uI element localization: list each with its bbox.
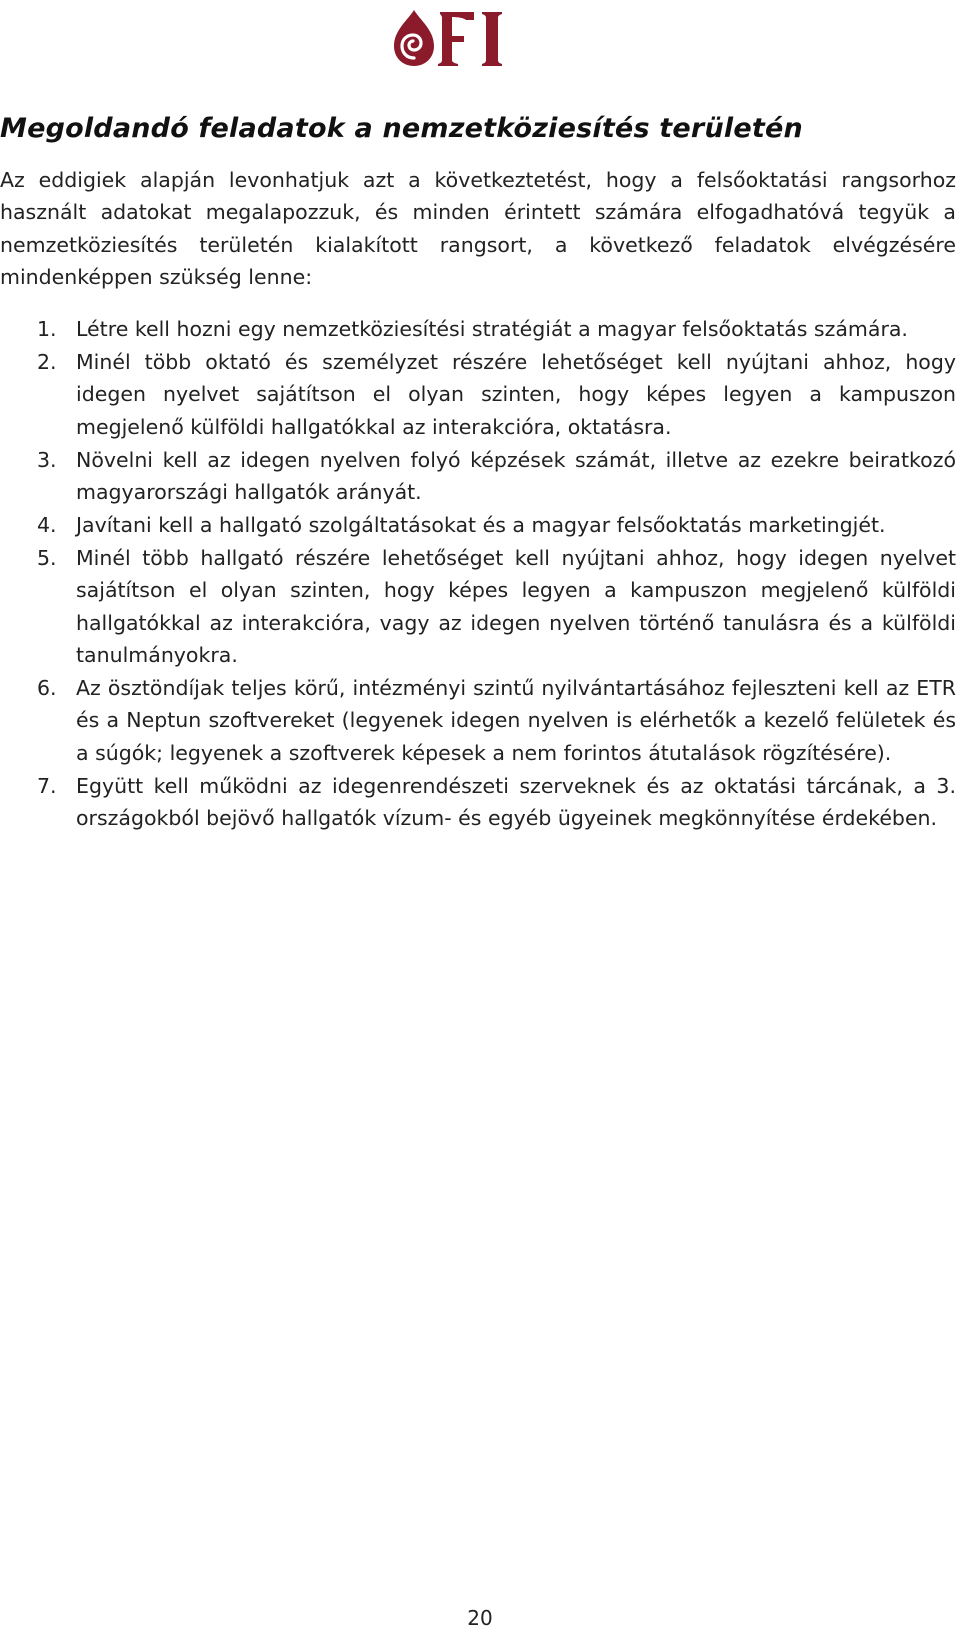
task-list: [0, 313, 956, 835]
list-item: [0, 444, 956, 509]
list-item: [0, 672, 956, 769]
list-item-number: 4.: [37, 512, 57, 537]
list-item: [0, 313, 956, 345]
list-item-number: 5.: [37, 545, 57, 570]
list-item-number: 1.: [37, 317, 57, 341]
list-item: [0, 509, 956, 541]
list-item-number: 6.: [37, 675, 57, 700]
list-item-text: Létre kell hozni egy nemzetköziesítési stratégiát a magyar felsőoktatás számára.: [76, 317, 908, 341]
list-item-text: Az ösztöndíjak teljes körű, intézményi szintű nyilvántartásához fejleszteni kell az ETR és a Neptun szoftvereket (legyenek idegen nyelven is elérhetők a kezelő felületek és a súgók; legyenek a szoftverek képesek a nem forintos átutalások rögzítésére).: [76, 675, 956, 765]
list-item: [0, 542, 956, 672]
list-item-text: Együtt kell működni az idegenrendészeti szerveknek és az oktatási tárcának, a 3. országokból bejövő hallgatók vízum- és egyéb ügyeinek megkönnyítése érdekében.: [76, 773, 956, 831]
list-item: [0, 346, 956, 443]
list-item-text: Minél több hallgató részére lehetőséget kell nyújtani ahhoz, hogy idegen nyelvet sajátítson el olyan szinten, hogy képes legyen a kampuszon megjelenő külföldi hallgatókkal az interakcióra, vagy az idegen nyelven történő tanulásra és a külföldi tanulmányokra.: [76, 545, 956, 668]
list-item-number: 2.: [37, 349, 57, 374]
list-item-text: Minél több oktató és személyzet részére lehetőséget kell nyújtani ahhoz, hogy idegen nyelvet sajátítson el olyan szinten, hogy képes legyen a kampuszon megjelenő külföldi hallgatókkal az interakcióra, oktatásra.: [76, 349, 956, 439]
list-item-text: Javítani kell a hallgató szolgáltatásokat és a magyar felsőoktatás marketingjét.: [76, 512, 886, 537]
list-item: [0, 770, 956, 835]
intro-paragraph: Az eddigiek alapján levonhatjuk azt a következtetést, hogy a felsőoktatási rangsorhoz használt adatokat megalapozzuk, és minden érintett számára elfogadhatóvá tegyük a nemzetköziesítés területén kialakított rangsort, a következő feladatok elvégzésére mindenképpen szükség lenne:: [0, 168, 956, 290]
list-item-text: Növelni kell az idegen nyelven folyó képzések számát, illetve az ezekre beiratkozó magyarországi hallgatók arányát.: [76, 447, 956, 505]
ofi-logo: [388, 6, 518, 68]
list-item-number: 7.: [37, 773, 57, 798]
section-heading: Megoldandó feladatok a nemzetköziesítés területén: [0, 113, 803, 144]
list-item-number: 3.: [37, 447, 57, 472]
page-number: 20: [467, 1606, 493, 1630]
